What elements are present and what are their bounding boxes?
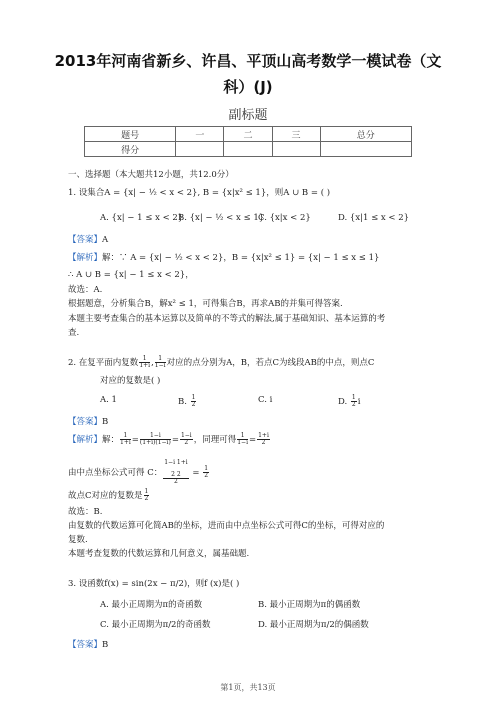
q2-stem: 2. 在复平面内复数 $\frac{1}{1+i}$ , $\frac{1}{1-i}$ 对应的点分别为A，B，若点C为线段AB的中点，则点C: [68, 355, 375, 369]
score-cell: [272, 142, 320, 157]
score-row-label: 得分: [85, 142, 176, 157]
answer-value: B: [102, 417, 109, 427]
q1-option-c: C. {x|x < 2}: [258, 213, 311, 223]
fraction: $\frac{1}{1+i}$: [139, 355, 151, 369]
q2-analysis-6: 复数.: [68, 535, 88, 545]
q3-option-d: D. 最小正周期为π/2的偶函数: [258, 620, 369, 630]
title-line-2: 科）(J): [223, 78, 273, 96]
q2-stem-pre: 2. 在复平面内复数: [68, 358, 139, 368]
q2-option-b: B. $\frac{1}{2}$: [178, 394, 196, 408]
score-cell: [320, 142, 411, 157]
q2-analysis-5: 由复数的代数运算可化简AB的坐标，进而由中点坐标公式可得C的坐标，可得对应的: [68, 521, 385, 531]
page-footer: 第1页，共13页: [220, 683, 276, 692]
q2-option-c: C. i: [258, 395, 273, 405]
fraction: $\frac{1}{2}$: [204, 465, 209, 479]
score-header-cell: 三: [272, 127, 320, 142]
fraction: $\frac{1}{1+i}$: [120, 432, 131, 446]
score-table: [84, 126, 412, 157]
score-header-cell: 总分: [320, 127, 411, 142]
q1-analysis-2: ∴ A ∪ B = {x| − 1 ≤ x < 2}，: [68, 270, 194, 280]
section-heading: 一、选择题（本大题共12小题，共12.0分）: [68, 170, 234, 180]
answer-value: A: [102, 235, 109, 245]
fraction: $\frac{1-i}{2}$: [180, 432, 192, 446]
subtitle: 副标题: [228, 108, 268, 123]
score-cell: [176, 142, 224, 157]
analysis-text: 解：∵ A = {x| − ½ < x < 2}，B = {x|x² ≤ 1} = {x| − 1 ≤ x ≤ 1}: [102, 253, 380, 263]
analysis-tag: 【解析】: [68, 253, 103, 263]
q2-analysis-7: 本题考查复数的代数运算和几何意义，属基础题.: [68, 549, 250, 559]
title-line-1: 2013年河南省新乡、许昌、平顶山高考数学一模试卷（文: [54, 52, 442, 70]
q1-analysis-6: 查.: [68, 328, 80, 338]
score-header-cell: 题号: [85, 127, 176, 142]
page-title: [40, 48, 456, 100]
score-header-cell: 一: [176, 127, 224, 142]
q1-option-a: A. {x| − 1 ≤ x < 2}: [100, 213, 184, 223]
q2-analysis-1: 【解析】解： $\frac{1}{1+i}$ = $\frac{1-i}{(1+i)(1-i)}$ = $\frac{1-i}{2}$ ，同理可得 $\frac{1}{1-i}$ = $\frac{1+i}{2}$: [68, 432, 269, 446]
score-header-cell: 二: [224, 127, 272, 142]
q2-stem-post: 对应的点分别为A，B，若点C为线段AB的中点，则点C: [166, 358, 375, 368]
q2-option-a: A. 1: [100, 395, 117, 405]
answer-tag: 【答案】: [68, 417, 103, 427]
score-table-row: [85, 142, 412, 157]
q1-stem: 1. 设集合A = {x| − ½ < x < 2}, B = {x|x² ≤ 1}，则A ∪ B = ( ): [68, 188, 331, 198]
fraction: $\frac{1+i}{2}$: [258, 432, 269, 446]
fraction: $\frac{1-i}{(1+i)(1-i)}$: [139, 432, 171, 446]
score-cell: [224, 142, 272, 157]
answer-value: B: [102, 640, 109, 650]
q3-stem: 3. 设函数f(x) = sin(2x − π/2)，则f (x)是( ): [68, 579, 240, 589]
q1-analysis-1: [68, 252, 379, 264]
q2-answer: [68, 416, 108, 428]
fraction: $\frac{1}{2}$: [191, 394, 196, 408]
q2-option-d: D. $\frac{1}{2}$ i: [338, 394, 361, 408]
fraction: $\frac{1}{2}$: [351, 394, 356, 408]
fraction: 1−i 1+i 2 2 2: [164, 459, 188, 485]
q1-option-d: D. {x|1 ≤ x < 2}: [338, 213, 410, 223]
score-table-header-row: [85, 127, 412, 142]
fraction: $\frac{1}{1-i}$: [154, 355, 166, 369]
q2-analysis-2: 由中点坐标公式可得 C： 1−i 1+i 2 2 2 = $\frac{1}{2}$: [68, 459, 209, 485]
q3-option-a: A. 最小正周期为π的奇函数: [100, 600, 203, 610]
q3-answer: [68, 639, 108, 651]
q1-analysis-5: 本题主要考查集合的基本运算以及简单的不等式的解法,属于基础知识、基本运算的考: [68, 314, 386, 324]
q3-option-b: B. 最小正周期为π的偶函数: [258, 600, 361, 610]
analysis-tag: 【解析】: [68, 435, 103, 445]
q2-stem-line2: 对应的复数是( ): [100, 376, 161, 386]
q1-option-b: B. {x| − ½ < x ≤ 1}: [178, 213, 265, 223]
answer-tag: 【答案】: [68, 640, 103, 650]
q3-option-c: C. 最小正周期为π/2的奇函数: [100, 620, 211, 630]
q1-analysis-4: 根据题意，分析集合B，解x² ≤ 1，可得集合B，再求AB的并集可得答案.: [68, 299, 343, 309]
q2-analysis-4: 故选：B.: [68, 507, 103, 517]
q1-answer: [68, 234, 108, 246]
q2-analysis-3: 故点C对应的复数是 $\frac{1}{2}$: [68, 488, 149, 502]
answer-tag: 【答案】: [68, 235, 103, 245]
fraction: $\frac{1}{1-i}$: [237, 432, 248, 446]
q1-analysis-3: 故选：A.: [68, 285, 103, 295]
fraction: $\frac{1}{2}$: [144, 488, 149, 502]
